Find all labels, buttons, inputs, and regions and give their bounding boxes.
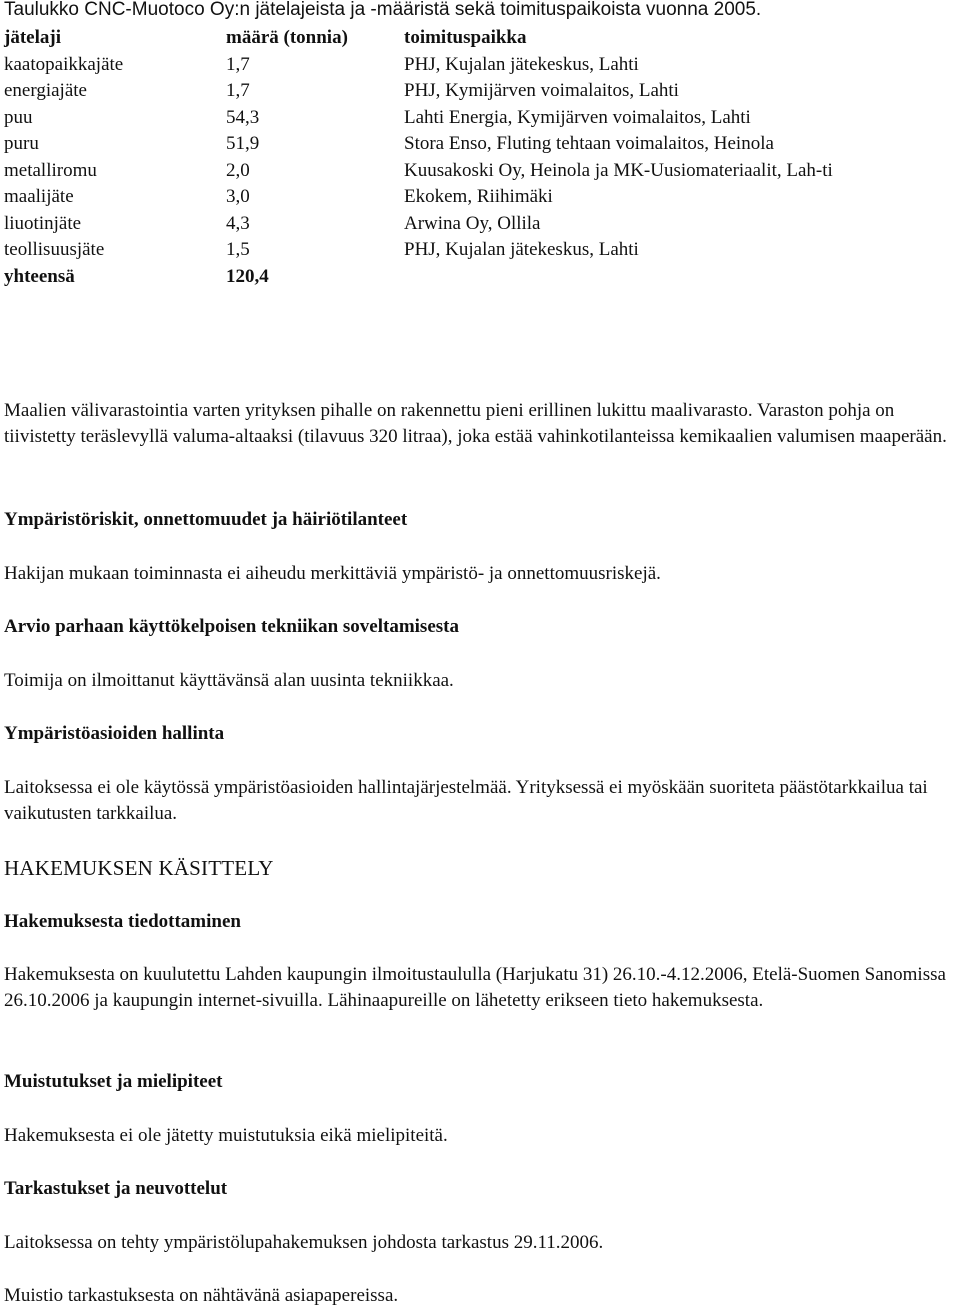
header-destination: toimituspaikka bbox=[404, 27, 527, 48]
inspections-heading: Tarkastukset ja neuvottelut bbox=[4, 1178, 228, 1199]
cell-destination: Lahti Energia, Kymijärven voimalaitos, Lahti bbox=[404, 106, 751, 128]
cell-waste-type: teollisuusjäte bbox=[4, 239, 105, 260]
waste-table bbox=[4, 25, 894, 290]
remarks-paragraph: Hakemuksesta ei ole jätetty muistutuksia eikä mielipiteitä. bbox=[4, 1125, 448, 1146]
table-row bbox=[4, 131, 894, 158]
cell-amount: 1,5 bbox=[226, 239, 250, 260]
risks-paragraph: Hakijan mukaan toiminnasta ei aiheudu merkittäviä ympäristö- ja onnettomuusriskejä. bbox=[4, 563, 661, 584]
cell-destination: Stora Enso, Fluting tehtaan voimalaitos, Heinola bbox=[404, 133, 774, 154]
ems-paragraph: Laitoksessa ei ole käytössä ympäristöasioiden hallintajärjestelmää. Yrityksessä ei myöskään suoriteta päästötarkkailua tai vaikutusten tarkkailua. bbox=[4, 777, 928, 824]
table-row bbox=[4, 211, 894, 238]
cell-destination: PHJ, Kujalan jätekeskus, Lahti bbox=[404, 239, 639, 260]
inspections-paragraph: Laitoksessa on tehty ympäristölupahakemuksen johdosta tarkastus 29.11.2006. bbox=[4, 1232, 604, 1253]
table-row bbox=[4, 78, 894, 105]
total-amount: 120,4 bbox=[226, 265, 269, 287]
bat-heading: Arvio parhaan käyttökelpoisen tekniikan soveltamisesta bbox=[4, 616, 459, 637]
cell-waste-type: energiajäte bbox=[4, 80, 87, 101]
cell-destination: Arwina Oy, Ollila bbox=[404, 212, 541, 234]
table-row bbox=[4, 184, 894, 211]
total-label: yhteensä bbox=[4, 265, 75, 287]
cell-destination: Kuusakoski Oy, Heinola ja MK-Uusiomateriaalit, Lah-ti bbox=[404, 159, 833, 181]
cell-amount: 4,3 bbox=[226, 212, 250, 234]
cell-amount: 51,9 bbox=[226, 133, 260, 154]
header-amount: määrä (tonnia) bbox=[226, 27, 348, 48]
cell-amount: 3,0 bbox=[226, 186, 250, 207]
cell-destination: PHJ, Kymijärven voimalaitos, Lahti bbox=[404, 80, 679, 101]
risks-heading: Ympäristöriskit, onnettomuudet ja häiriötilanteet bbox=[4, 509, 408, 530]
cell-amount: 2,0 bbox=[226, 159, 250, 181]
memo-paragraph: Muistio tarkastuksesta on nähtävänä asiapapereissa. bbox=[4, 1285, 399, 1306]
cell-waste-type: maalijäte bbox=[4, 186, 74, 207]
cell-waste-type: puru bbox=[4, 133, 39, 154]
storage-paragraph: Maalien välivarastointia varten yrityksen pihalle on rakennettu pieni erillinen lukittu maalivarasto. Varaston pohja on tiivistetty teräslevyllä valuma-altaaksi (tilavuus 320 litraa), joka estää vahinkotilanteissa kemikaalien valumisen maaperään. bbox=[4, 400, 947, 447]
table-header-row bbox=[4, 25, 894, 52]
remarks-heading: Muistutukset ja mielipiteet bbox=[4, 1071, 223, 1092]
cell-waste-type: kaatopaikkajäte bbox=[4, 53, 124, 75]
cell-amount: 1,7 bbox=[226, 80, 250, 101]
notice-heading: Hakemuksesta tiedottaminen bbox=[4, 911, 241, 932]
cell-amount: 54,3 bbox=[226, 106, 260, 128]
table-row bbox=[4, 237, 894, 264]
cell-waste-type: liuotinjäte bbox=[4, 212, 82, 234]
ems-heading: Ympäristöasioiden hallinta bbox=[4, 723, 225, 744]
cell-destination: Ekokem, Riihimäki bbox=[404, 186, 553, 207]
processing-heading: HAKEMUKSEN KÄSITTELY bbox=[4, 856, 274, 880]
total-destination bbox=[404, 264, 894, 291]
table-total-row bbox=[4, 264, 894, 291]
cell-destination: PHJ, Kujalan jätekeskus, Lahti bbox=[404, 53, 639, 75]
table-row bbox=[4, 52, 894, 79]
table-row bbox=[4, 105, 894, 132]
table-row bbox=[4, 158, 894, 185]
notice-paragraph: Hakemuksesta on kuulutettu Lahden kaupungin ilmoitustaululla (Harjukatu 31) 26.10.-4.12.2006, Etelä-Suomen Sanomissa 26.10.2006 ja kaupungin internet-sivuilla. Lähinaapureille on lähetetty erikseen tieto hakemuksesta. bbox=[4, 964, 946, 1011]
cell-amount: 1,7 bbox=[226, 53, 250, 75]
table-caption: Taulukko CNC-Muotoco Oy:n jätelajeista ja -määristä sekä toimituspaikoista vuonna 2005. bbox=[4, 0, 762, 20]
cell-waste-type: puu bbox=[4, 106, 33, 128]
cell-waste-type: metalliromu bbox=[4, 159, 97, 181]
header-waste-type: jätelaji bbox=[4, 27, 61, 48]
bat-paragraph: Toimija on ilmoittanut käyttävänsä alan uusinta tekniikkaa. bbox=[4, 670, 454, 691]
